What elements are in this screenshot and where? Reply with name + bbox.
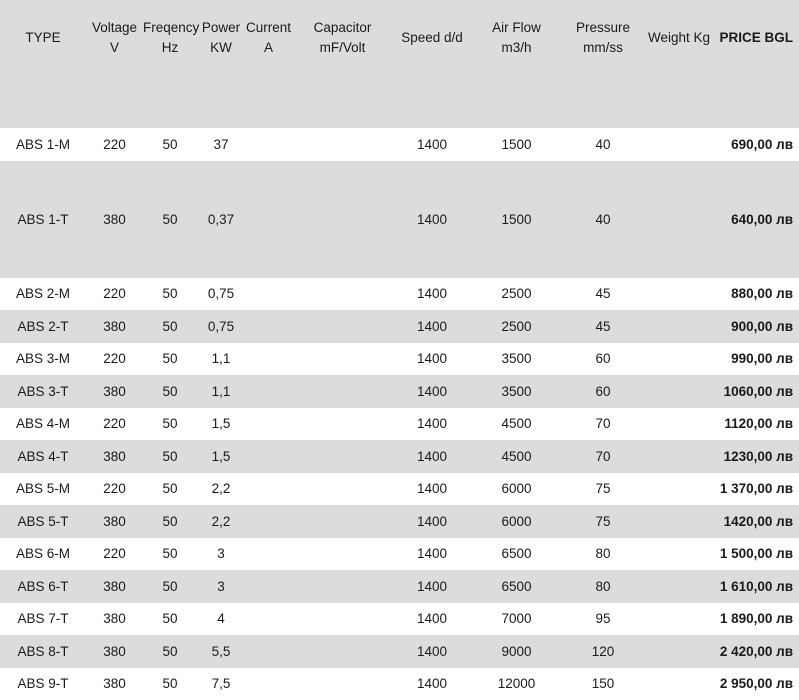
voltage-cell: 380 [103, 611, 126, 627]
capacitor-cell [292, 668, 393, 700]
air-flow-cell: 1500 [501, 136, 532, 152]
table-row [0, 161, 799, 278]
speed-cell: 1400 [416, 643, 448, 659]
type-cell: ABS 3-T [17, 383, 69, 399]
header-air-flow: Air Flow m3/h [492, 20, 541, 55]
type-cell: ABS 4-M [15, 416, 70, 432]
table-row [0, 278, 799, 311]
current-cell [245, 440, 292, 473]
capacitor-cell [292, 570, 393, 603]
frequency-cell: 50 [162, 351, 178, 367]
pressure-cell: 45 [595, 318, 611, 334]
type-cell: ABS 9-T [17, 676, 69, 692]
price-cell: 1 500,00 лв [719, 546, 793, 562]
capacitor-cell [292, 603, 393, 636]
current-cell [245, 635, 292, 668]
air-flow-cell: 9000 [501, 643, 532, 659]
type-cell: ABS 6-M [15, 546, 70, 562]
table-row [0, 538, 799, 571]
type-cell: ABS 2-T [17, 318, 69, 334]
price-cell: 1 370,00 лв [719, 481, 793, 497]
power-cell: 4 [217, 611, 225, 627]
type-cell: ABS 7-T [17, 611, 69, 627]
weight-cell [644, 408, 714, 441]
pressure-cell: 40 [595, 136, 611, 152]
current-cell [245, 343, 292, 376]
current-cell [245, 668, 292, 700]
frequency-cell: 50 [162, 578, 178, 594]
speed-cell: 1400 [416, 481, 448, 497]
table-row [0, 473, 799, 506]
air-flow-cell: 6500 [501, 578, 532, 594]
table-row [0, 408, 799, 441]
speed-cell: 1400 [416, 513, 448, 529]
header-type: TYPE [25, 30, 61, 45]
air-flow-cell: 6000 [501, 513, 532, 529]
power-cell: 3 [217, 578, 225, 594]
capacitor-cell [292, 473, 393, 506]
frequency-cell: 50 [162, 481, 178, 497]
pressure-cell: 40 [595, 211, 611, 227]
header-capacitor: Capacitor mF/Volt [313, 20, 372, 55]
header-current: Current A [245, 20, 291, 55]
current-cell [245, 310, 292, 343]
speed-cell: 1400 [416, 676, 448, 692]
weight-cell [644, 668, 714, 700]
power-cell: 2,2 [211, 481, 231, 497]
frequency-cell: 50 [162, 136, 178, 152]
air-flow-cell: 3500 [501, 351, 532, 367]
voltage-cell: 380 [103, 383, 126, 399]
speed-cell: 1400 [416, 578, 448, 594]
air-flow-cell: 7000 [501, 611, 532, 627]
weight-cell [644, 538, 714, 571]
price-cell: 1120,00 лв [724, 416, 793, 432]
current-cell [245, 538, 292, 571]
weight-cell [644, 603, 714, 636]
weight-cell [644, 440, 714, 473]
current-cell [245, 408, 292, 441]
price-cell: 1 890,00 лв [719, 611, 793, 627]
header-price: PRICE BGL [719, 30, 793, 45]
table-row [0, 128, 799, 161]
speed-cell: 1400 [416, 351, 448, 367]
power-cell: 1,1 [211, 351, 231, 367]
power-cell: 3 [217, 546, 225, 562]
pressure-cell: 95 [595, 611, 611, 627]
current-cell [245, 278, 292, 311]
type-cell: ABS 4-T [17, 448, 69, 464]
frequency-cell: 50 [162, 546, 178, 562]
weight-cell [644, 375, 714, 408]
table-row [0, 570, 799, 603]
price-cell: 900,00 лв [731, 318, 793, 334]
capacitor-cell [292, 161, 393, 278]
type-cell: ABS 6-T [17, 578, 69, 594]
header-pressure: Pressure mm/ss [575, 20, 631, 55]
capacitor-cell [292, 343, 393, 376]
header-frequency: Freqency Hz [143, 20, 200, 55]
price-cell: 640,00 лв [731, 211, 793, 227]
power-cell: 0,75 [207, 318, 235, 334]
capacitor-cell [292, 635, 393, 668]
frequency-cell: 50 [162, 211, 178, 227]
current-cell [245, 161, 292, 278]
current-cell [245, 473, 292, 506]
air-flow-cell: 4500 [501, 416, 532, 432]
power-cell: 0,75 [207, 286, 235, 302]
table-header [0, 0, 799, 128]
price-cell: 2 950,00 лв [719, 676, 793, 692]
current-cell [245, 375, 292, 408]
air-flow-cell: 1500 [501, 211, 532, 227]
capacitor-cell [292, 408, 393, 441]
table-row [0, 375, 799, 408]
voltage-cell: 220 [103, 481, 126, 497]
frequency-cell: 50 [162, 643, 178, 659]
current-cell [245, 603, 292, 636]
price-cell: 1060,00 лв [723, 383, 793, 399]
power-cell: 1,5 [211, 416, 231, 432]
type-cell: ABS 5-M [15, 481, 70, 497]
frequency-cell: 50 [162, 318, 178, 334]
table-body [0, 128, 799, 700]
voltage-cell: 220 [103, 351, 126, 367]
air-flow-cell: 4500 [501, 448, 532, 464]
table-row [0, 343, 799, 376]
speed-cell: 1400 [416, 416, 448, 432]
speed-cell: 1400 [416, 136, 448, 152]
voltage-cell: 380 [103, 578, 126, 594]
voltage-cell: 380 [103, 318, 126, 334]
price-cell: 1 610,00 лв [719, 578, 793, 594]
capacitor-cell [292, 505, 393, 538]
voltage-cell: 380 [103, 643, 126, 659]
table-row [0, 635, 799, 668]
type-cell: ABS 3-M [15, 351, 70, 367]
weight-cell [644, 635, 714, 668]
price-cell: 1420,00 лв [723, 513, 793, 529]
power-cell: 2,2 [211, 513, 231, 529]
frequency-cell: 50 [162, 416, 178, 432]
weight-cell [644, 570, 714, 603]
type-cell: ABS 1-M [15, 136, 70, 152]
weight-cell [644, 505, 714, 538]
pressure-cell: 70 [595, 416, 611, 432]
pressure-cell: 75 [595, 481, 611, 497]
pressure-cell: 70 [595, 448, 611, 464]
table-row [0, 310, 799, 343]
weight-cell [644, 310, 714, 343]
voltage-cell: 220 [103, 546, 126, 562]
power-cell: 1,1 [211, 383, 231, 399]
weight-cell [644, 343, 714, 376]
price-cell: 690,00 лв [731, 136, 793, 152]
voltage-cell: 380 [103, 448, 126, 464]
header-speed: Speed d/d [401, 30, 463, 45]
power-cell: 37 [213, 136, 229, 152]
type-cell: ABS 2-M [15, 286, 70, 302]
air-flow-cell: 12000 [497, 676, 536, 692]
type-cell: ABS 1-T [17, 211, 69, 227]
power-cell: 5,5 [211, 643, 231, 659]
type-cell: ABS 8-T [17, 643, 69, 659]
price-cell: 1230,00 лв [723, 448, 793, 464]
speed-cell: 1400 [416, 448, 448, 464]
current-cell [245, 128, 292, 161]
pressure-cell: 120 [591, 643, 615, 659]
current-cell [245, 505, 292, 538]
table-row [0, 440, 799, 473]
speed-cell: 1400 [416, 211, 448, 227]
weight-cell [644, 161, 714, 278]
frequency-cell: 50 [162, 676, 178, 692]
frequency-cell: 50 [162, 286, 178, 302]
air-flow-cell: 6000 [501, 481, 532, 497]
power-cell: 0,37 [207, 211, 235, 227]
pressure-cell: 60 [595, 351, 611, 367]
voltage-cell: 380 [103, 513, 126, 529]
header-weight: Weight Kg [647, 30, 711, 45]
speed-cell: 1400 [416, 286, 448, 302]
type-cell: ABS 5-T [17, 513, 69, 529]
speed-cell: 1400 [416, 383, 448, 399]
power-cell: 1,5 [211, 448, 231, 464]
price-cell: 880,00 лв [731, 286, 793, 302]
header-row [0, 0, 799, 128]
price-cell: 2 420,00 лв [719, 643, 793, 659]
voltage-cell: 380 [103, 676, 126, 692]
capacitor-cell [292, 128, 393, 161]
frequency-cell: 50 [162, 383, 178, 399]
air-flow-cell: 6500 [501, 546, 532, 562]
weight-cell [644, 128, 714, 161]
pressure-cell: 60 [595, 383, 611, 399]
frequency-cell: 50 [162, 611, 178, 627]
header-voltage: Voltage V [91, 20, 138, 55]
voltage-cell: 220 [103, 136, 126, 152]
current-cell [245, 570, 292, 603]
air-flow-cell: 2500 [501, 318, 532, 334]
pressure-cell: 80 [595, 578, 611, 594]
table-row [0, 505, 799, 538]
header-power: Power KW [201, 20, 241, 55]
weight-cell [644, 278, 714, 311]
pressure-cell: 150 [591, 676, 615, 692]
capacitor-cell [292, 375, 393, 408]
capacitor-cell [292, 440, 393, 473]
pressure-cell: 75 [595, 513, 611, 529]
voltage-cell: 220 [103, 286, 126, 302]
capacitor-cell [292, 538, 393, 571]
air-flow-cell: 2500 [501, 286, 532, 302]
speed-cell: 1400 [416, 546, 448, 562]
voltage-cell: 380 [103, 211, 126, 227]
air-flow-cell: 3500 [501, 383, 532, 399]
weight-cell [644, 473, 714, 506]
table-row [0, 603, 799, 636]
capacitor-cell [292, 310, 393, 343]
pressure-cell: 80 [595, 546, 611, 562]
speed-cell: 1400 [416, 611, 448, 627]
speed-cell: 1400 [416, 318, 448, 334]
frequency-cell: 50 [162, 513, 178, 529]
power-cell: 7,5 [211, 676, 231, 692]
pressure-cell: 45 [595, 286, 611, 302]
table-row [0, 668, 799, 700]
voltage-cell: 220 [103, 416, 126, 432]
frequency-cell: 50 [162, 448, 178, 464]
capacitor-cell [292, 278, 393, 311]
price-cell: 990,00 лв [731, 351, 793, 367]
